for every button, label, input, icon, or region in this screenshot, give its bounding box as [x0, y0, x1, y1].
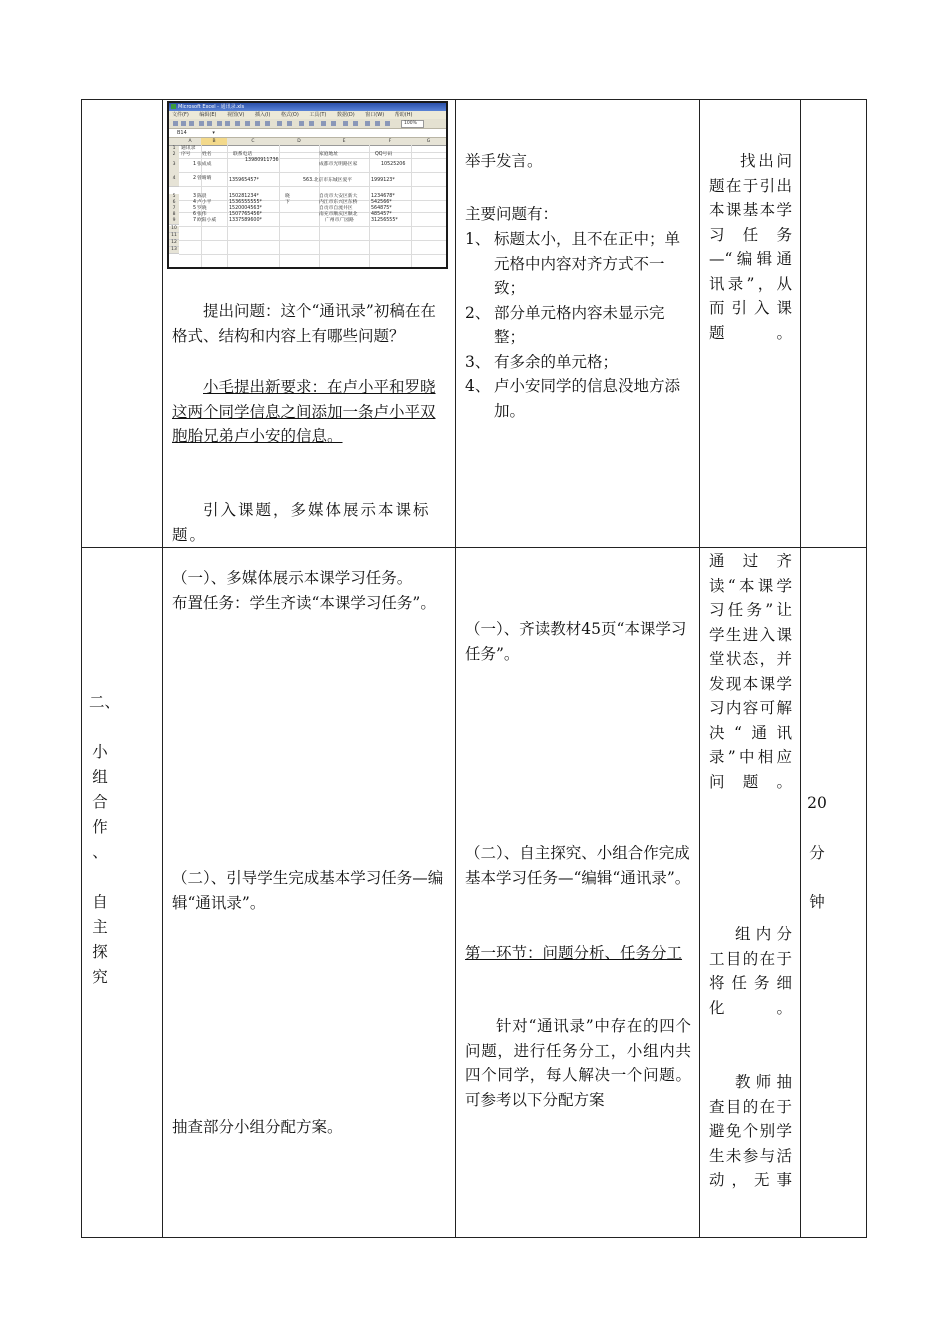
table-top-border [81, 99, 867, 100]
excel-row-number: 7 [169, 206, 179, 213]
list-item: 1、 标题太小，且不在正中；单元格中内容对齐方式不一致； [465, 230, 681, 297]
excel-gridline [179, 254, 446, 255]
excel-row-number: 1 [169, 146, 179, 153]
stage-char: 主 [92, 918, 108, 936]
excel-row-number: 6 [169, 200, 179, 207]
toolbar-icon [343, 121, 348, 126]
excel-menu-item: 插入(I) [254, 112, 271, 118]
excel-cell: 张伟 [197, 212, 207, 217]
row2-stage-number: 二、 [89, 693, 121, 711]
excel-menu-item: 数据(D) [336, 112, 355, 118]
excel-cell: 南充市顺庆区顺北 [319, 212, 358, 217]
excel-col-header: C [227, 138, 280, 146]
excel-gridline [179, 158, 446, 159]
toolbar-icon [353, 121, 358, 126]
excel-cell: 135965457* [229, 178, 259, 183]
stage-char: 小 [92, 743, 108, 761]
table-bottom-border [81, 1237, 867, 1238]
excel-cell: 564875* [371, 206, 392, 211]
excel-toolbar [169, 119, 446, 129]
excel-row-number: 10 [169, 226, 179, 233]
excel-cell: 欧阳小威 [197, 218, 217, 223]
excel-gridline [227, 145, 228, 267]
excel-col-header: B [201, 138, 228, 146]
excel-gridline [411, 145, 412, 267]
excel-col-header: D [279, 138, 320, 146]
toolbar-icon [173, 121, 178, 126]
toolbar-icon [235, 121, 240, 126]
toolbar-icon [331, 121, 336, 126]
row2-intent-check: 教师抽查目的在于避免个别学生未参与活动，无事 [709, 1073, 792, 1189]
excel-cell: 563.北京市东城区爱平 [303, 178, 353, 183]
excel-cell: 序号 [181, 152, 191, 157]
excel-zoom: 100% [401, 120, 424, 128]
excel-row-number: 4 [169, 172, 179, 187]
toolbar-icon [385, 121, 390, 126]
toolbar-icon [375, 121, 380, 126]
toolbar-icon [207, 121, 212, 126]
excel-cell: 1337589600* [229, 218, 262, 223]
excel-row-number: 13 [169, 247, 179, 254]
excel-cell: QQ号码 [375, 152, 393, 157]
column-divider-2 [455, 99, 456, 1238]
excel-cell: 1999123* [371, 178, 395, 183]
toolbar-icon [277, 121, 282, 126]
excel-app-icon [171, 104, 176, 109]
excel-cell: 5 [193, 206, 197, 211]
excel-row-number: 9 [169, 218, 179, 225]
excel-cell: 2 [193, 176, 197, 181]
toolbar-icon [309, 121, 314, 126]
excel-cell: 晓 [285, 194, 290, 199]
toolbar-icon [265, 121, 270, 126]
table-left-border [81, 99, 82, 1238]
excel-cell: 自贡市自流井区 [319, 206, 353, 211]
excel-cell: 姓名 [202, 152, 212, 157]
excel-cell: 联系电话 [233, 152, 253, 157]
excel-cell: 通讯录 [181, 146, 196, 151]
excel-row-number: 5 [169, 194, 179, 201]
excel-menu-item: 窗口(W) [365, 112, 385, 118]
excel-grid [169, 138, 446, 267]
excel-cell: 31256555* [371, 218, 398, 223]
excel-cell: 150281234* [229, 194, 259, 199]
toolbar-icon [255, 121, 260, 126]
excel-cell: 7 [193, 218, 197, 223]
excel-formula-bar: B14 ▾ [169, 129, 446, 138]
excel-cell: 10525206 [381, 162, 406, 167]
excel-cell: 广州市广园路 [325, 218, 354, 223]
excel-row-number: 11 [169, 233, 179, 240]
stage-char: 探 [92, 943, 108, 961]
excel-cell: 内江市东兴区东桥 [319, 200, 358, 205]
toolbar-icon [225, 121, 230, 126]
toolbar-icon [287, 121, 292, 126]
excel-gridline [179, 186, 446, 187]
excel-cell: 485457* [371, 212, 392, 217]
excel-menu-item: 帮助(H) [394, 112, 413, 118]
row1-student-problem-list [465, 227, 691, 423]
list-item: 3、 有多余的单元格； [465, 352, 619, 371]
excel-cell: 曾晴晴 [197, 176, 212, 181]
excel-menu-item: 格式(O) [280, 112, 299, 118]
stage-char: 、 [92, 843, 108, 861]
excel-gridline [179, 212, 446, 213]
stage-char: 究 [92, 968, 108, 986]
toolbar-icon [365, 121, 370, 126]
excel-gridline [179, 172, 446, 173]
table-row-divider [81, 547, 867, 548]
row2-teacher-spot-check: 抽查部分小组分配方案。 [172, 1118, 343, 1136]
excel-col-header: E [319, 138, 370, 146]
excel-cell: 6 [193, 212, 197, 217]
excel-cell: 3 [193, 194, 197, 199]
toolbar-icon [189, 121, 194, 126]
row2-teacher-assign-task: 布置任务：学生齐读“本课学习任务”。 [172, 594, 436, 612]
excel-cell: 罗晓 [197, 206, 207, 211]
excel-gridline [369, 145, 370, 267]
row1-teacher-intro: 引入课题，多媒体展示本课标题。 [172, 501, 431, 544]
excel-cell: 家庭地址 [319, 152, 339, 157]
toolbar-icon [299, 121, 304, 126]
excel-cell: 4 [193, 200, 197, 205]
stage-char: 自 [92, 893, 108, 911]
excel-row-number: 12 [169, 240, 179, 247]
row2-teacher-guide: （二）、引导学生完成基本学习任务—编辑“通讯录”。 [172, 869, 444, 912]
row2-student-read-task: （一）、齐读教材45页“本课学习任务”。 [465, 620, 687, 663]
excel-gridline [279, 145, 280, 267]
column-divider-1 [162, 99, 163, 1238]
excel-row-number: 3 [169, 158, 179, 173]
excel-gridline [179, 152, 446, 153]
toolbar-icon [199, 121, 204, 126]
row2-student-step-heading: 第一环节：问题分析、任务分工 [465, 944, 683, 962]
toolbar-icon [181, 121, 186, 126]
excel-menu-item: 文件(F) [172, 112, 189, 118]
table-right-border [866, 99, 867, 1238]
excel-title: Microsoft Excel - 通讯录.xls [178, 104, 245, 110]
excel-row-number: 2 [169, 152, 179, 159]
excel-cell: 1507765456* [229, 212, 262, 217]
excel-screenshot [167, 101, 448, 269]
list-item: 4、 卢小安同学的信息没地方添加。 [465, 377, 681, 420]
toolbar-icon [217, 121, 222, 126]
row2-intent-read: 通过齐读“本课学习任务”让学生进入课堂状态，并发现本课学习内容可解决“通讯录”中相应问题。 [709, 552, 792, 791]
excel-menu-item: 视图(V) [227, 112, 245, 118]
excel-col-header: G [411, 138, 447, 146]
row2-student-explore: （二）、自主探究、小组合作完成基本学习任务—“编辑“通讯录”。 [465, 844, 691, 887]
excel-cell: 成都市光明路区家 [319, 162, 358, 167]
excel-menu-item: 编辑(E) [199, 112, 217, 118]
excel-row-number: 8 [169, 212, 179, 219]
excel-cell: 自贡市大安区新大 [319, 194, 358, 199]
excel-col-header: A [179, 138, 202, 146]
row2-teacher-task-display: （一）、多媒体展示本课学习任务。 [172, 569, 413, 587]
row1-student-heading: 主要问题有： [465, 205, 559, 223]
excel-gridline [179, 240, 446, 241]
excel-cell: 下 [285, 200, 290, 205]
excel-gridline [179, 226, 446, 227]
excel-name-box: B14 [177, 130, 187, 136]
excel-menu-item: 工具(T) [309, 112, 327, 118]
toolbar-icon [245, 121, 250, 126]
excel-gridline [179, 200, 446, 201]
excel-cell: 1536555555* [229, 200, 262, 205]
excel-cell: 张成成 [197, 162, 212, 167]
column-divider-3 [699, 99, 700, 1238]
excel-cell: 1 [193, 162, 197, 167]
row2-time-unit: 分 [809, 844, 825, 862]
row1-teacher-new-request: 小毛提出新要求：在卢小平和罗晓这两个同学信息之间添加一条卢小平双胞胎兄弟卢小安的信息。 [172, 378, 436, 445]
excel-title-bar [169, 103, 446, 111]
excel-col-header: F [369, 138, 412, 146]
row2-intent-group: 组内分工目的在于将任务细化。 [709, 925, 792, 1017]
column-divider-4 [800, 99, 801, 1238]
excel-menu-bar [169, 111, 446, 119]
stage-char: 合 [92, 793, 108, 811]
row2-time-unit: 钟 [809, 893, 825, 911]
row1-design-intent: 找出问题在于引出本课基本学习任务—“编辑通讯录”，从而引入课题。 [709, 152, 792, 342]
excel-cell: 1520004563* [229, 206, 262, 211]
excel-cell: 卢小平 [197, 200, 212, 205]
stage-char: 作 [92, 818, 108, 836]
stage-char: 组 [92, 768, 108, 786]
list-item: 2、 部分单元格内容未显示完整； [465, 303, 665, 346]
excel-cell: 1234678* [371, 194, 395, 199]
excel-cell: 13980911736 [245, 158, 279, 163]
toolbar-icon [321, 121, 326, 126]
row2-student-task-split: 针对“通讯录”中存在的四个问题，进行任务分工，小组内共四个同学，每人解决一个问题。可参考以下分配方案 [465, 1017, 691, 1109]
excel-cell: 542566* [371, 200, 392, 205]
row1-student-raise-hand: 举手发言。 [465, 152, 543, 170]
row2-time-value: 20 [807, 794, 827, 812]
row1-teacher-question: 提出问题：这个“通讯录”初稿在在格式、结构和内容上有哪些问题？ [172, 302, 436, 345]
excel-cell: 陈晨 [197, 194, 207, 199]
